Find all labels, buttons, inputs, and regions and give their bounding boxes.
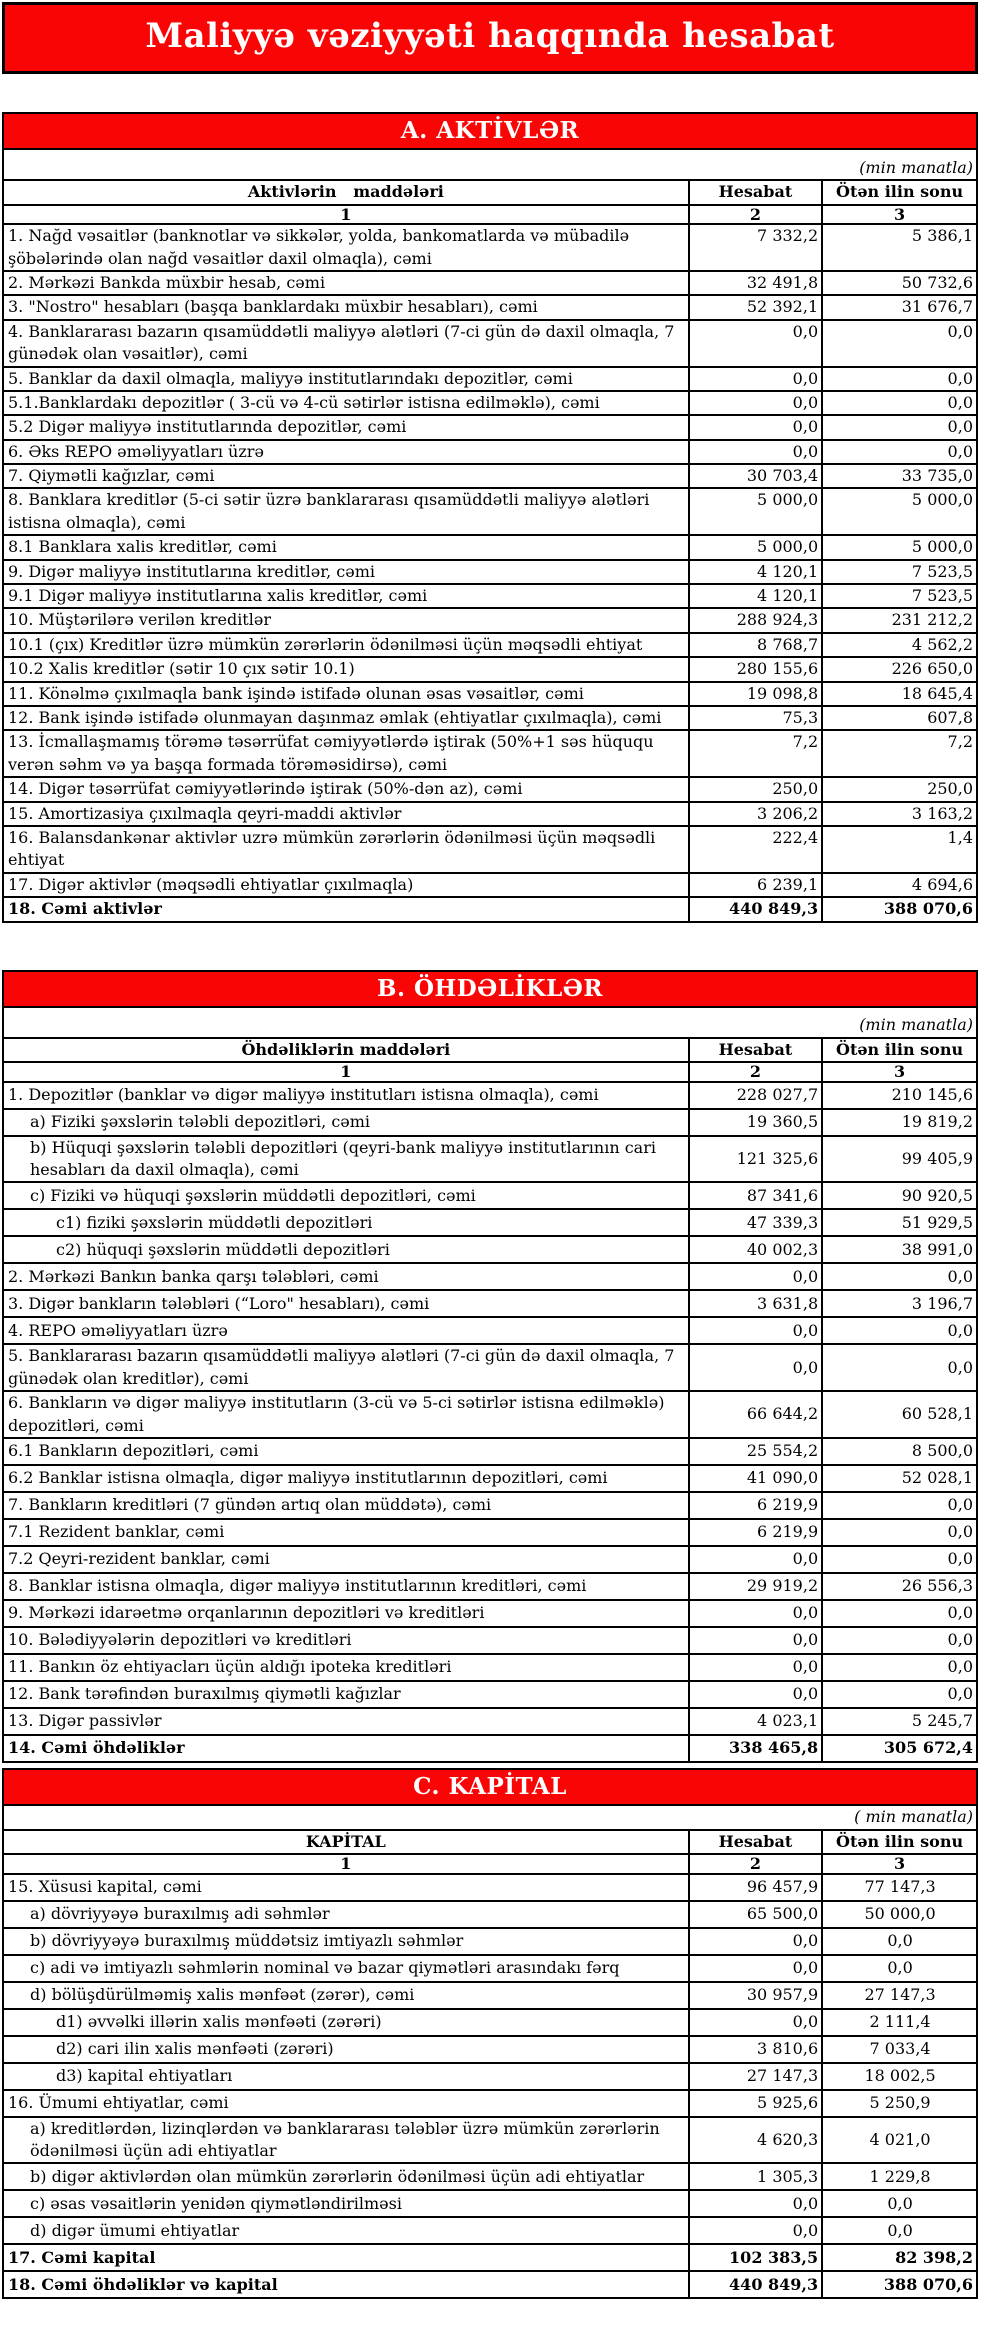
table-row <box>3 1182 977 1209</box>
row-value-report: 3 810,6 <box>689 2036 822 2063</box>
table-row <box>3 224 977 271</box>
row-value-report: 250,0 <box>689 777 822 801</box>
row-value-previous-year: 0,0 <box>822 1519 977 1546</box>
table-row <box>3 584 977 608</box>
row-value-previous-year: 5 386,1 <box>822 224 977 271</box>
row-value-previous-year: 0,0 <box>822 1263 977 1290</box>
row-value-previous-year: 0,0 <box>822 1344 977 1391</box>
unit-note: (min manatla) <box>3 149 977 180</box>
row-value-previous-year: 27 147,3 <box>822 1982 977 2009</box>
row-value-report: 102 383,5 <box>689 2244 822 2271</box>
table-row <box>3 391 977 415</box>
row-value-report: 0,0 <box>689 367 822 391</box>
row-value-report: 0,0 <box>689 1344 822 1391</box>
row-value-previous-year: 0,0 <box>822 367 977 391</box>
table-row <box>3 1263 977 1290</box>
row-value-report: 0,0 <box>689 1600 822 1627</box>
row-label: 11. Könəlmə çıxılmaqla bank işində istifadə olunan əsas vəsaitlər, cəmi <box>3 682 689 706</box>
row-value-report: 4 120,1 <box>689 560 822 584</box>
table-row <box>3 1573 977 1600</box>
row-value-previous-year: 51 929,5 <box>822 1209 977 1236</box>
table-row <box>3 2217 977 2244</box>
column-header-items: Öhdəliklərin maddələri <box>3 1038 689 1062</box>
row-value-report: 87 341,6 <box>689 1182 822 1209</box>
row-label: d2) cari ilin xalis mənfəəti (zərəri) <box>3 2036 689 2063</box>
row-value-report: 0,0 <box>689 1627 822 1654</box>
row-label: 18. Cəmi öhdəliklər və kapital <box>3 2271 689 2298</box>
row-value-report: 1 305,3 <box>689 2163 822 2190</box>
table-row <box>3 1735 977 1762</box>
row-label: b) digər aktivlərdən olan mümkün zərərlərin ödənilməsi üçün adi ehtiyatlar <box>3 2163 689 2190</box>
row-value-previous-year: 3 163,2 <box>822 802 977 826</box>
row-value-previous-year: 305 672,4 <box>822 1735 977 1762</box>
row-value-report: 338 465,8 <box>689 1735 822 1762</box>
column-number-2: 2 <box>689 1062 822 1082</box>
row-label: 14. Digər təsərrüfat cəmiyyətlərində iştirak (50%-dən az), cəmi <box>3 777 689 801</box>
row-value-report: 32 491,8 <box>689 271 822 295</box>
row-label: 3. "Nostro" hesabları (başqa banklardakı müxbir hesabları), cəmi <box>3 295 689 319</box>
column-number-2: 2 <box>689 205 822 225</box>
row-label: 12. Bank işində istifadə olunmayan daşınmaz əmlak (ehtiyatlar çıxılmaqla), cəmi <box>3 706 689 730</box>
row-value-report: 0,0 <box>689 2190 822 2217</box>
column-header-previous-year: Ötən ilin sonu <box>822 1038 977 1062</box>
row-value-previous-year: 607,8 <box>822 706 977 730</box>
table-row <box>3 2244 977 2271</box>
row-label: 10.1 (çıx) Kreditlər üzrə mümkün zərərlərin ödənilməsi üçün məqsədli ehtiyat <box>3 633 689 657</box>
table-row <box>3 873 977 897</box>
row-value-report: 121 325,6 <box>689 1136 822 1183</box>
row-value-report: 228 027,7 <box>689 1082 822 1109</box>
row-value-report: 41 090,0 <box>689 1465 822 1492</box>
row-label: 13. İcmallaşmamış törəmə təsərrüfat cəmiyyətlərdə iştirak (50%+1 səs hüququ verən səhm və ya başqa formada törəməsidirsə), cəmi <box>3 730 689 777</box>
row-label: 1. Depozitlər (banklar və digər maliyyə institutları istisna olmaqla), cəmi <box>3 1082 689 1109</box>
row-value-report: 4 620,3 <box>689 2117 822 2164</box>
row-label: 3. Digər bankların tələbləri (“Loro" hesabları), cəmi <box>3 1290 689 1317</box>
row-value-report: 288 924,3 <box>689 608 822 632</box>
row-value-report: 222,4 <box>689 826 822 873</box>
row-value-previous-year: 19 819,2 <box>822 1109 977 1136</box>
section-a-band-title: A. AKTİVLƏR <box>3 113 977 149</box>
table-row <box>3 1344 977 1391</box>
table-row <box>3 1654 977 1681</box>
table-row <box>3 2163 977 2190</box>
table-row <box>3 1901 977 1928</box>
row-value-previous-year: 7 523,5 <box>822 560 977 584</box>
table-row <box>3 1391 977 1438</box>
row-value-report: 6 219,9 <box>689 1492 822 1519</box>
row-value-previous-year: 7,2 <box>822 730 977 777</box>
row-value-previous-year: 1,4 <box>822 826 977 873</box>
unit-note: ( min manatla) <box>3 1805 977 1829</box>
table-row <box>3 535 977 559</box>
row-value-previous-year: 18 002,5 <box>822 2063 977 2090</box>
column-number-3: 3 <box>822 205 977 225</box>
row-label: d) bölüşdürülməmiş xalis mənfəət (zərər), cəmi <box>3 1982 689 2009</box>
row-label: b) dövriyyəyə buraxılmış müddətsiz imtiyazlı səhmlər <box>3 1928 689 1955</box>
table-row <box>3 730 977 777</box>
section-c-band-title: C. KAPİTAL <box>3 1769 977 1805</box>
row-value-previous-year: 5 000,0 <box>822 488 977 535</box>
row-value-previous-year: 5 250,9 <box>822 2090 977 2117</box>
column-header-items: Aktivlərin maddələri <box>3 180 689 204</box>
row-label: 4. REPO əməliyyatları üzrə <box>3 1317 689 1344</box>
table-row <box>3 1109 977 1136</box>
table-row <box>3 1955 977 1982</box>
row-value-previous-year: 31 676,7 <box>822 295 977 319</box>
table-row <box>3 2117 977 2164</box>
row-value-report: 280 155,6 <box>689 657 822 681</box>
row-value-previous-year: 4 021,0 <box>822 2117 977 2164</box>
table-row <box>3 2063 977 2090</box>
row-value-report: 75,3 <box>689 706 822 730</box>
row-value-previous-year: 0,0 <box>822 1317 977 1344</box>
row-value-previous-year: 50 000,0 <box>822 1901 977 1928</box>
table-row <box>3 682 977 706</box>
table-row <box>3 560 977 584</box>
column-number-3: 3 <box>822 1854 977 1874</box>
row-label: c) Fiziki və hüquqi şəxslərin müddətli depozitləri, cəmi <box>3 1182 689 1209</box>
row-value-report: 0,0 <box>689 391 822 415</box>
table-row <box>3 1290 977 1317</box>
table-row <box>3 1317 977 1344</box>
report-title: Maliyyə vəziyyəti haqqında hesabat <box>2 2 978 74</box>
row-label: a) Fiziki şəxslərin tələbli depozitləri, cəmi <box>3 1109 689 1136</box>
table-row <box>3 2271 977 2298</box>
row-label: 7. Bankların kreditləri (7 gündən artıq olan müddətə), cəmi <box>3 1492 689 1519</box>
row-label: d1) əvvəlki illərin xalis mənfəəti (zərəri) <box>3 2009 689 2036</box>
row-value-previous-year: 50 732,6 <box>822 271 977 295</box>
table-row <box>3 1546 977 1573</box>
row-value-report: 0,0 <box>689 1681 822 1708</box>
row-value-report: 96 457,9 <box>689 1874 822 1901</box>
table-row <box>3 1209 977 1236</box>
column-number-3: 3 <box>822 1062 977 1082</box>
row-value-previous-year: 99 405,9 <box>822 1136 977 1183</box>
row-label: 5. Banklar da daxil olmaqla, maliyyə institutlarındakı depozitlər, cəmi <box>3 367 689 391</box>
row-value-previous-year: 18 645,4 <box>822 682 977 706</box>
row-value-previous-year: 0,0 <box>822 1681 977 1708</box>
row-value-previous-year: 226 650,0 <box>822 657 977 681</box>
row-value-report: 19 360,5 <box>689 1109 822 1136</box>
row-value-previous-year: 7 523,5 <box>822 584 977 608</box>
table-row <box>3 777 977 801</box>
table-row <box>3 1681 977 1708</box>
row-value-report: 0,0 <box>689 1654 822 1681</box>
row-label: c1) fiziki şəxslərin müddətli depozitləri <box>3 1209 689 1236</box>
table-row <box>3 1519 977 1546</box>
row-label: 16. Ümumi ehtiyatlar, cəmi <box>3 2090 689 2117</box>
row-value-report: 7,2 <box>689 730 822 777</box>
row-label: 17. Cəmi kapital <box>3 2244 689 2271</box>
table-row <box>3 1600 977 1627</box>
row-value-report: 6 219,9 <box>689 1519 822 1546</box>
row-label: 13. Digər passivlər <box>3 1708 689 1735</box>
column-header-previous-year: Ötən ilin sonu <box>822 180 977 204</box>
row-value-report: 25 554,2 <box>689 1438 822 1465</box>
row-value-report: 3 631,8 <box>689 1290 822 1317</box>
row-value-previous-year: 250,0 <box>822 777 977 801</box>
row-value-previous-year: 0,0 <box>822 320 977 367</box>
row-value-previous-year: 3 196,7 <box>822 1290 977 1317</box>
row-value-previous-year: 5 245,7 <box>822 1708 977 1735</box>
row-value-report: 0,0 <box>689 1317 822 1344</box>
row-label: 7.2 Qeyri-rezident banklar, cəmi <box>3 1546 689 1573</box>
table-row <box>3 415 977 439</box>
table-row <box>3 488 977 535</box>
column-number-1: 1 <box>3 1062 689 1082</box>
row-label: 5.2 Digər maliyyə institutlarında depozitlər, cəmi <box>3 415 689 439</box>
row-label: c) əsas vəsaitlərin yenidən qiymətləndirilməsi <box>3 2190 689 2217</box>
row-value-previous-year: 1 229,8 <box>822 2163 977 2190</box>
column-number-1: 1 <box>3 1854 689 1874</box>
row-label: 1. Nağd vəsaitlər (banknotlar və sikkələr, yolda, bankomatlarda və mübadilə şöbələrində olan nağd vəsaitlər daxil olmaqla), cəmi <box>3 224 689 271</box>
table-row <box>3 706 977 730</box>
table-row <box>3 657 977 681</box>
row-value-report: 6 239,1 <box>689 873 822 897</box>
table-row <box>3 826 977 873</box>
table-row <box>3 1236 977 1263</box>
table-row <box>3 440 977 464</box>
row-value-report: 27 147,3 <box>689 2063 822 2090</box>
row-value-report: 3 206,2 <box>689 802 822 826</box>
row-value-report: 440 849,3 <box>689 2271 822 2298</box>
row-value-report: 7 332,2 <box>689 224 822 271</box>
row-value-report: 0,0 <box>689 440 822 464</box>
row-label: 7.1 Rezident banklar, cəmi <box>3 1519 689 1546</box>
row-label: c) adi və imtiyazlı səhmlərin nominal və bazar qiymətləri arasındakı fərq <box>3 1955 689 1982</box>
row-value-report: 30 957,9 <box>689 1982 822 2009</box>
unit-note: (min manatla) <box>3 1007 977 1038</box>
row-value-previous-year: 90 920,5 <box>822 1182 977 1209</box>
row-value-previous-year: 0,0 <box>822 1654 977 1681</box>
row-value-report: 5 925,6 <box>689 2090 822 2117</box>
row-value-previous-year: 210 145,6 <box>822 1082 977 1109</box>
row-value-report: 30 703,4 <box>689 464 822 488</box>
row-value-previous-year: 38 991,0 <box>822 1236 977 1263</box>
table-row <box>3 2190 977 2217</box>
row-label: 12. Bank tərəfindən buraxılmış qiymətli kağızlar <box>3 1681 689 1708</box>
row-value-previous-year: 0,0 <box>822 1627 977 1654</box>
table-row <box>3 1438 977 1465</box>
row-label: d) digər ümumi ehtiyatlar <box>3 2217 689 2244</box>
row-value-previous-year: 4 694,6 <box>822 873 977 897</box>
table-row <box>3 1708 977 1735</box>
table-row <box>3 897 977 921</box>
table-row <box>3 633 977 657</box>
row-value-previous-year: 2 111,4 <box>822 2009 977 2036</box>
row-label: 15. Xüsusi kapital, cəmi <box>3 1874 689 1901</box>
row-value-previous-year: 0,0 <box>822 2217 977 2244</box>
row-label: 6.1 Bankların depozitləri, cəmi <box>3 1438 689 1465</box>
row-value-previous-year: 388 070,6 <box>822 897 977 921</box>
row-label: 11. Bankın öz ehtiyacları üçün aldığı ipoteka kreditləri <box>3 1654 689 1681</box>
capital-table <box>2 1768 978 2299</box>
row-label: 9. Mərkəzi idarəetmə orqanlarının depozitləri və kreditləri <box>3 1600 689 1627</box>
liabilities-table <box>2 970 978 1764</box>
row-value-previous-year: 0,0 <box>822 1955 977 1982</box>
table-row <box>3 2036 977 2063</box>
row-value-previous-year: 77 147,3 <box>822 1874 977 1901</box>
row-label: 7. Qiymətli kağızlar, cəmi <box>3 464 689 488</box>
row-value-report: 19 098,8 <box>689 682 822 706</box>
row-label: 8.1 Banklara xalis kreditlər, cəmi <box>3 535 689 559</box>
row-value-previous-year: 7 033,4 <box>822 2036 977 2063</box>
row-value-report: 66 644,2 <box>689 1391 822 1438</box>
row-value-report: 65 500,0 <box>689 1901 822 1928</box>
row-value-previous-year: 5 000,0 <box>822 535 977 559</box>
column-number-2: 2 <box>689 1854 822 1874</box>
row-value-previous-year: 0,0 <box>822 2190 977 2217</box>
row-label: 2. Mərkəzi Bankda müxbir hesab, cəmi <box>3 271 689 295</box>
row-value-previous-year: 0,0 <box>822 1928 977 1955</box>
row-value-report: 0,0 <box>689 1955 822 1982</box>
table-row <box>3 1082 977 1109</box>
row-value-previous-year: 33 735,0 <box>822 464 977 488</box>
row-value-previous-year: 0,0 <box>822 415 977 439</box>
table-row <box>3 1465 977 1492</box>
row-label: 10.2 Xalis kreditlər (sətir 10 çıx sətir 10.1) <box>3 657 689 681</box>
column-header-previous-year: Ötən ilin sonu <box>822 1830 977 1854</box>
column-header-items: KAPİTAL <box>3 1830 689 1854</box>
row-value-previous-year: 0,0 <box>822 440 977 464</box>
row-value-report: 0,0 <box>689 415 822 439</box>
row-label: c2) hüquqi şəxslərin müddətli depozitləri <box>3 1236 689 1263</box>
row-label: 17. Digər aktivlər (məqsədli ehtiyatlar çıxılmaqla) <box>3 873 689 897</box>
row-value-report: 4 120,1 <box>689 584 822 608</box>
row-value-report: 0,0 <box>689 2217 822 2244</box>
table-row <box>3 464 977 488</box>
column-header-report: Hesabat <box>689 180 822 204</box>
row-value-report: 52 392,1 <box>689 295 822 319</box>
table-row <box>3 367 977 391</box>
table-row <box>3 295 977 319</box>
row-value-report: 29 919,2 <box>689 1573 822 1600</box>
table-row <box>3 1492 977 1519</box>
row-value-previous-year: 0,0 <box>822 1600 977 1627</box>
row-value-report: 0,0 <box>689 1928 822 1955</box>
row-label: 9.1 Digər maliyyə institutlarına xalis kreditlər, cəmi <box>3 584 689 608</box>
row-label: 4. Banklararası bazarın qısamüddətli maliyyə alətləri (7-ci gün də daxil olmaqla, 7 günədək olan vəsaitlər), cəmi <box>3 320 689 367</box>
row-value-previous-year: 0,0 <box>822 391 977 415</box>
row-label: 14. Cəmi öhdəliklər <box>3 1735 689 1762</box>
row-label: 6. Bankların və digər maliyyə institutların (3-cü və 5-ci sətirlər istisna edilməklə) depozitləri, cəmi <box>3 1391 689 1438</box>
row-label: 15. Amortizasiya çıxılmaqla qeyri-maddi aktivlər <box>3 802 689 826</box>
row-value-report: 40 002,3 <box>689 1236 822 1263</box>
row-value-previous-year: 60 528,1 <box>822 1391 977 1438</box>
row-value-previous-year: 8 500,0 <box>822 1438 977 1465</box>
table-row <box>3 1136 977 1183</box>
row-value-previous-year: 388 070,6 <box>822 2271 977 2298</box>
table-row <box>3 1874 977 1901</box>
table-row <box>3 1982 977 2009</box>
row-label: b) Hüquqi şəxslərin tələbli depozitləri (qeyri-bank maliyyə institutlarının cari hesabları da daxil olmaqla), cəmi <box>3 1136 689 1183</box>
row-label: 10. Müştərilərə verilən kreditlər <box>3 608 689 632</box>
table-row <box>3 608 977 632</box>
row-value-report: 5 000,0 <box>689 535 822 559</box>
row-value-previous-year: 82 398,2 <box>822 2244 977 2271</box>
table-row <box>3 1928 977 1955</box>
row-value-previous-year: 52 028,1 <box>822 1465 977 1492</box>
table-row <box>3 2009 977 2036</box>
table-row <box>3 1627 977 1654</box>
row-value-report: 0,0 <box>689 1263 822 1290</box>
table-row <box>3 271 977 295</box>
row-label: 8. Banklara kreditlər (5-ci sətir üzrə banklararası qısamüddətli maliyyə alətləri istisna olmaqla), cəmi <box>3 488 689 535</box>
assets-table <box>2 112 978 923</box>
row-label: 5.1.Banklardakı depozitlər ( 3-cü və 4-cü sətirlər istisna edilməklə), cəmi <box>3 391 689 415</box>
row-label: 8. Banklar istisna olmaqla, digər maliyyə institutlarının kreditləri, cəmi <box>3 1573 689 1600</box>
row-label: 5. Banklararası bazarın qısamüddətli maliyyə alətləri (7-ci gün də daxil olmaqla, 7 günədək olan kreditlər), cəmi <box>3 1344 689 1391</box>
row-label: a) dövriyyəyə buraxılmış adi səhmlər <box>3 1901 689 1928</box>
row-value-report: 0,0 <box>689 320 822 367</box>
row-value-report: 0,0 <box>689 2009 822 2036</box>
row-value-previous-year: 0,0 <box>822 1492 977 1519</box>
row-label: 16. Balansdankənar aktivlər uzrə mümkün zərərlərin ödənilməsi üçün məqsədli ehtiyat <box>3 826 689 873</box>
row-label: a) kreditlərdən, lizinqlərdən və banklararası tələblər üzrə mümkün zərərlərin ödənilməsi üçün adi ehtiyatlar <box>3 2117 689 2164</box>
row-value-report: 4 023,1 <box>689 1708 822 1735</box>
table-row <box>3 2090 977 2117</box>
row-value-report: 47 339,3 <box>689 1209 822 1236</box>
table-row <box>3 320 977 367</box>
section-b-band-title: B. ÖHDƏLİKLƏR <box>3 971 977 1007</box>
row-value-previous-year: 4 562,2 <box>822 633 977 657</box>
row-value-previous-year: 231 212,2 <box>822 608 977 632</box>
row-label: 18. Cəmi aktivlər <box>3 897 689 921</box>
row-value-report: 440 849,3 <box>689 897 822 921</box>
column-header-report: Hesabat <box>689 1038 822 1062</box>
column-number-1: 1 <box>3 205 689 225</box>
table-row <box>3 802 977 826</box>
row-value-previous-year: 26 556,3 <box>822 1573 977 1600</box>
row-label: d3) kapital ehtiyatları <box>3 2063 689 2090</box>
row-label: 10. Bələdiyyələrin depozitləri və kreditləri <box>3 1627 689 1654</box>
row-label: 9. Digər maliyyə institutlarına kreditlər, cəmi <box>3 560 689 584</box>
row-label: 6.2 Banklar istisna olmaqla, digər maliyyə institutlarının depozitləri, cəmi <box>3 1465 689 1492</box>
row-value-report: 8 768,7 <box>689 633 822 657</box>
row-value-report: 0,0 <box>689 1546 822 1573</box>
row-label: 2. Mərkəzi Bankın banka qarşı tələbləri, cəmi <box>3 1263 689 1290</box>
column-header-report: Hesabat <box>689 1830 822 1854</box>
row-label: 6. Əks REPO əməliyyatları üzrə <box>3 440 689 464</box>
row-value-previous-year: 0,0 <box>822 1546 977 1573</box>
row-value-report: 5 000,0 <box>689 488 822 535</box>
